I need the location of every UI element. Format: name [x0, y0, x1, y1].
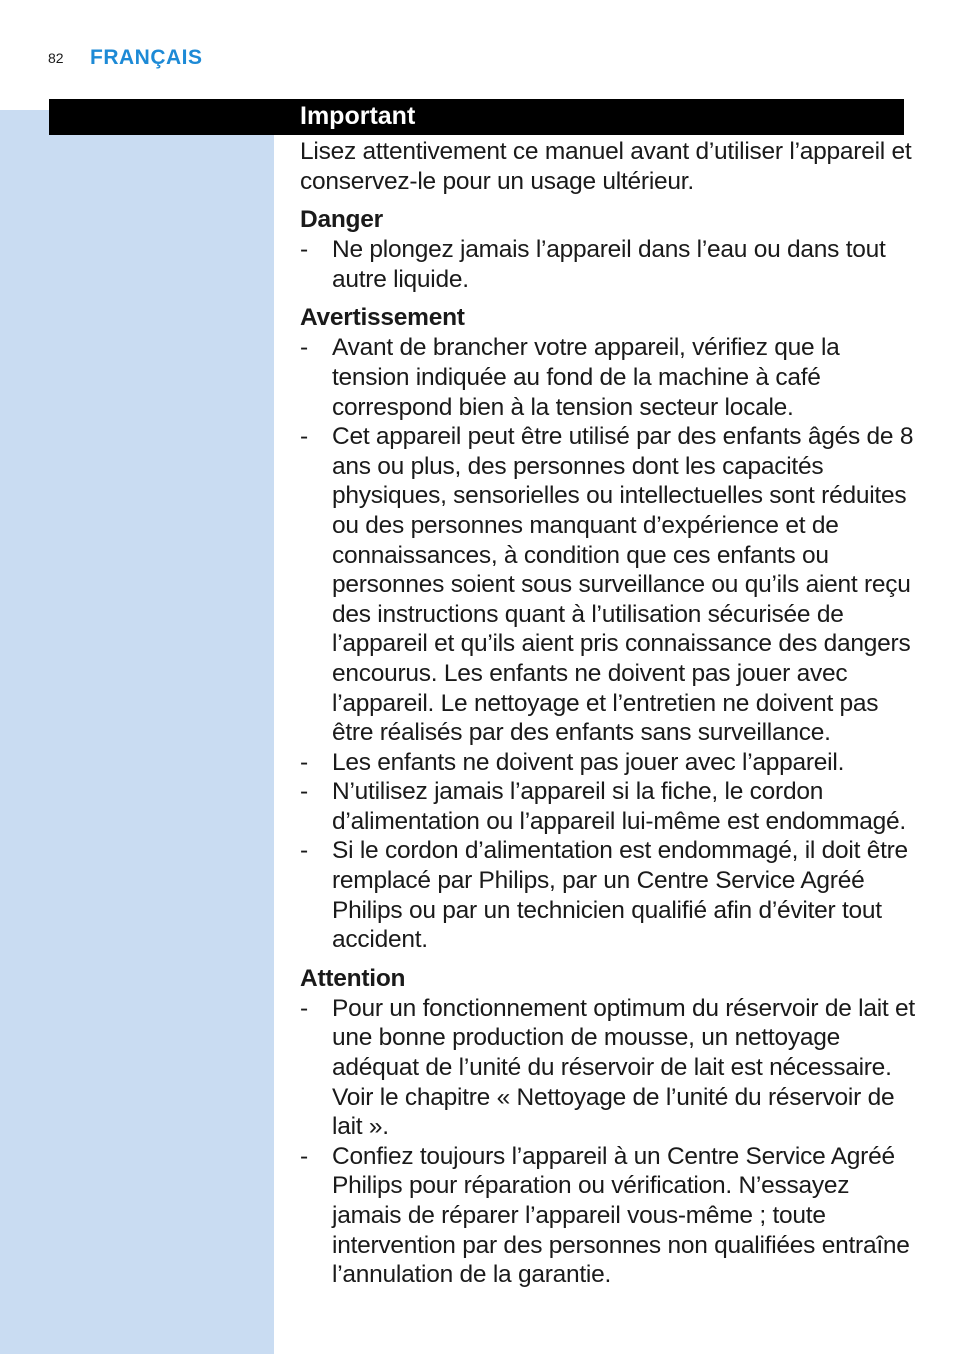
section-danger	[300, 205, 915, 294]
list-item: - Cet appareil peut être utilisé par des enfants âgés de 8 ans ou plus, des personnes dont les capacités physiques, sensorielles ou intellectuelles sont réduites ou des personnes manquant d’expérience et de connaissances, à condition que ces enfants ou personnes soient sous surveillance ou qu’ils aient reçu des instructions quant à l’utilisation sécurisée de l’appareil et qu’ils aient pris connaissance des dangers encourus. Les enfants ne doivent pas jouer avec l’appareil. Le nettoyage et l’entretien ne doivent pas être réalisés par des enfants sans surveillance.	[300, 423, 914, 747]
list-item: - Si le cordon d’alimentation est endommagé, il doit être remplacé par Philips, par un Centre Service Agréé Philips ou par un technicien qualifié afin d’éviter tout accident.	[300, 837, 908, 954]
list-item: - Avant de brancher votre appareil, vérifiez que la tension indiquée au fond de la machine à café correspond bien à la tension secteur locale.	[300, 334, 840, 421]
page-number: 82	[48, 50, 64, 66]
section-heading: Attention	[300, 964, 406, 992]
section-title: Important	[300, 102, 416, 130]
intro-paragraph: Lisez attentivement ce manuel avant d’utiliser l’appareil et conservez-le pour un usage ultérieur.	[300, 138, 912, 195]
list-item: - Ne plongez jamais l’appareil dans l’eau ou dans tout autre liquide.	[300, 236, 886, 293]
section-heading: Avertissement	[300, 304, 465, 332]
list-item: - Confiez toujours l’appareil à un Centre Service Agréé Philips pour réparation ou vérification. N’essayez jamais de réparer l’appareil vous-même ; toute intervention par des personnes non qualifiées entraîne l’annulation de la garantie.	[300, 1142, 910, 1289]
list-item: - N’utilisez jamais l’appareil si la fiche, le cordon d’alimentation ou l’appareil lui-même est endommagé.	[300, 778, 906, 835]
language-label: FRANÇAIS	[90, 46, 203, 69]
section-avertissement	[300, 303, 915, 954]
sidebar-panel	[0, 110, 274, 1354]
title-bar	[49, 99, 904, 135]
section-heading: Danger	[300, 206, 383, 234]
list-item: - Les enfants ne doivent pas jouer avec l’appareil.	[300, 748, 845, 776]
content-column	[300, 137, 915, 1290]
section-attention	[300, 964, 915, 1290]
list-item: - Pour un fonctionnement optimum du réservoir de lait et une bonne production de mousse, un nettoyage adéquat de l’unité du réservoir de lait est nécessaire. Voir le chapitre « Nettoyage de l’unité du réservoir de lait ».	[300, 994, 915, 1141]
